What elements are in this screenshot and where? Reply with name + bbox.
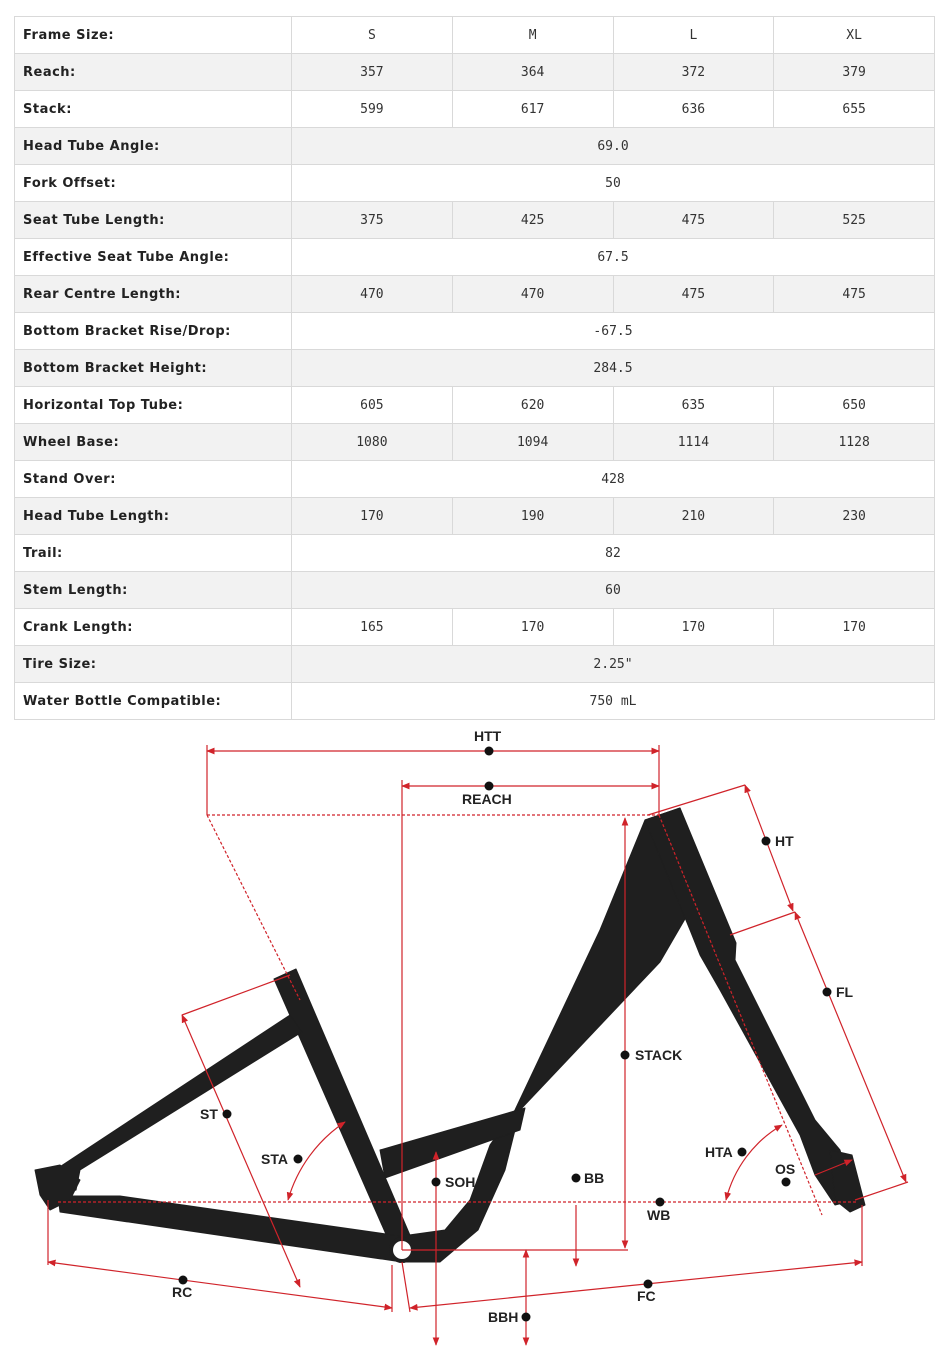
table-row <box>15 165 935 202</box>
row-value: 1114 <box>613 424 774 461</box>
table-row <box>15 387 935 424</box>
row-value: 635 <box>613 387 774 424</box>
label-os: OS <box>775 1161 796 1177</box>
row-value: 617 <box>452 91 613 128</box>
row-label: Head Tube Angle: <box>15 128 292 165</box>
row-value: 170 <box>292 498 453 535</box>
row-label: Bottom Bracket Height: <box>15 350 292 387</box>
row-value: 650 <box>774 387 935 424</box>
row-value: 425 <box>452 202 613 239</box>
row-value: 372 <box>613 54 774 91</box>
row-value: 50 <box>292 165 935 202</box>
row-value: 655 <box>774 91 935 128</box>
table-row <box>15 424 935 461</box>
label-hta: HTA <box>705 1144 733 1160</box>
row-value: 1080 <box>292 424 453 461</box>
label-sta: STA <box>261 1151 288 1167</box>
row-label: Wheel Base: <box>15 424 292 461</box>
row-label: Stem Length: <box>15 572 292 609</box>
table-row <box>15 646 935 683</box>
row-label: Tire Size: <box>15 646 292 683</box>
label-fc: FC <box>637 1288 656 1304</box>
row-label: Head Tube Length: <box>15 498 292 535</box>
table-row <box>15 128 935 165</box>
row-value: 2.25" <box>292 646 935 683</box>
row-label: Effective Seat Tube Angle: <box>15 239 292 276</box>
label-bbh: BBH <box>488 1309 519 1325</box>
table-row <box>15 572 935 609</box>
label-ht: HT <box>775 833 794 849</box>
table-row <box>15 609 935 646</box>
row-value: 69.0 <box>292 128 935 165</box>
row-value: 475 <box>613 202 774 239</box>
row-value: 470 <box>452 276 613 313</box>
label-wb: WB <box>647 1207 671 1223</box>
row-label: Stack: <box>15 91 292 128</box>
row-value: 1128 <box>774 424 935 461</box>
table-row <box>15 498 935 535</box>
row-label: Reach: <box>15 54 292 91</box>
label-rc: RC <box>172 1284 193 1300</box>
bike-frame <box>35 808 865 1262</box>
frame-size-m: M <box>452 17 613 54</box>
label-soh: SOH <box>445 1174 476 1190</box>
row-value: 475 <box>613 276 774 313</box>
table-row <box>15 461 935 498</box>
row-label: Rear Centre Length: <box>15 276 292 313</box>
row-value: 230 <box>774 498 935 535</box>
row-value: 599 <box>292 91 453 128</box>
row-value: 82 <box>292 535 935 572</box>
frame-geometry-diagram <box>0 720 949 1351</box>
row-value: 375 <box>292 202 453 239</box>
table-row <box>15 683 935 720</box>
row-label: Water Bottle Compatible: <box>15 683 292 720</box>
label-reach: REACH <box>462 791 512 807</box>
row-label: Horizontal Top Tube: <box>15 387 292 424</box>
table-row <box>15 313 935 350</box>
label-st: ST <box>200 1106 218 1122</box>
row-value: 636 <box>613 91 774 128</box>
label-bb: BB <box>584 1170 605 1186</box>
row-value: 475 <box>774 276 935 313</box>
table-header-row <box>15 17 935 54</box>
row-label: Bottom Bracket Rise/Drop: <box>15 313 292 350</box>
row-value: 525 <box>774 202 935 239</box>
row-label: Stand Over: <box>15 461 292 498</box>
row-value: 284.5 <box>292 350 935 387</box>
row-label: Seat Tube Length: <box>15 202 292 239</box>
row-value: 620 <box>452 387 613 424</box>
row-value: 379 <box>774 54 935 91</box>
label-fl: FL <box>836 984 854 1000</box>
row-value: 190 <box>452 498 613 535</box>
frame-size-s: S <box>292 17 453 54</box>
row-value: 428 <box>292 461 935 498</box>
frame-size-xl: XL <box>774 17 935 54</box>
label-htt: HTT <box>474 728 502 744</box>
row-value: 1094 <box>452 424 613 461</box>
row-value: 170 <box>613 609 774 646</box>
row-label: Fork Offset: <box>15 165 292 202</box>
frame-size-l: L <box>613 17 774 54</box>
frame-size-label: Frame Size: <box>15 17 292 54</box>
row-value: 750 mL <box>292 683 935 720</box>
row-value: 364 <box>452 54 613 91</box>
row-value: 60 <box>292 572 935 609</box>
row-value: 210 <box>613 498 774 535</box>
row-value: 357 <box>292 54 453 91</box>
row-value: 605 <box>292 387 453 424</box>
row-value: 470 <box>292 276 453 313</box>
table-row <box>15 239 935 276</box>
row-value: 165 <box>292 609 453 646</box>
table-row <box>15 276 935 313</box>
row-value: -67.5 <box>292 313 935 350</box>
row-value: 170 <box>774 609 935 646</box>
row-value: 170 <box>452 609 613 646</box>
row-value: 67.5 <box>292 239 935 276</box>
table-row <box>15 54 935 91</box>
row-label: Trail: <box>15 535 292 572</box>
table-row <box>15 202 935 239</box>
table-row <box>15 535 935 572</box>
table-row <box>15 91 935 128</box>
geometry-table <box>14 16 935 720</box>
table-row <box>15 350 935 387</box>
row-label: Crank Length: <box>15 609 292 646</box>
label-stack: STACK <box>635 1047 683 1063</box>
